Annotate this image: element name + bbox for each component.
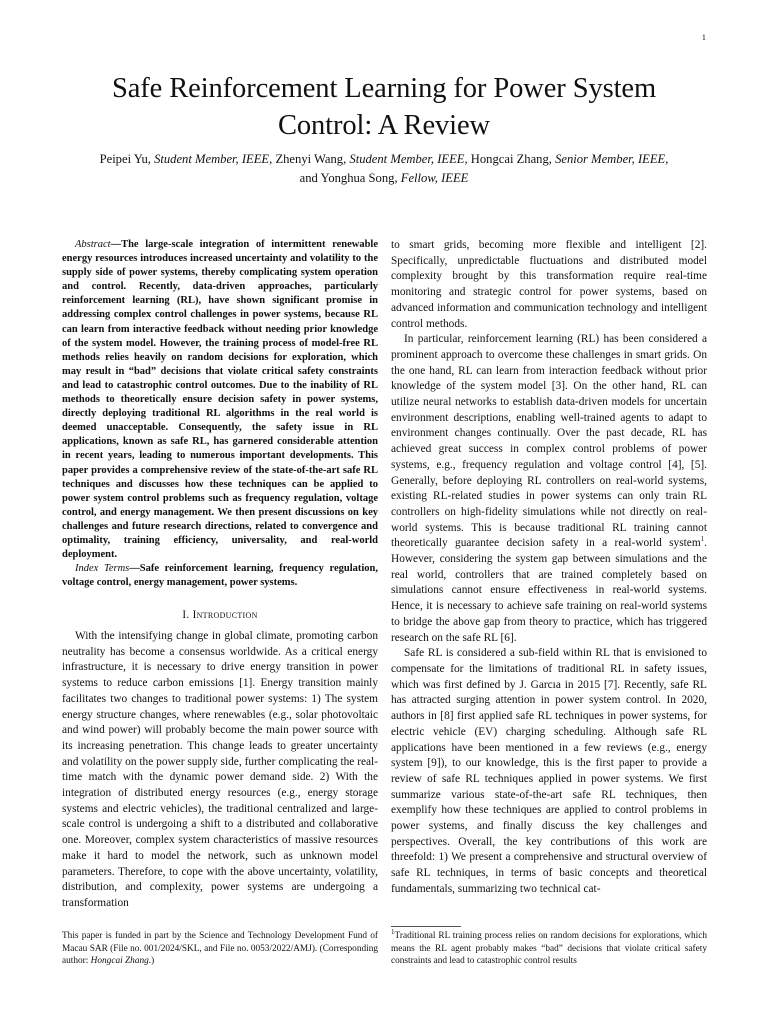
abstract-label: Abstract — [75, 239, 111, 250]
title-line-1: Safe Reinforcement Learning for Power System — [111, 73, 657, 104]
index-terms-label: Index Terms — [75, 563, 130, 575]
left-column — [62, 238, 378, 912]
author-name: Peipei Yu, — [99, 152, 151, 166]
section-title: Introduction — [192, 609, 258, 622]
author-affiliation: Student Member, IEEE, — [154, 152, 273, 166]
funding-footnote — [62, 930, 378, 968]
author-list — [60, 150, 708, 187]
footnote-number: 1 — [391, 927, 395, 936]
author-affiliation: Fellow, IEEE — [400, 170, 469, 185]
funding-text-end: .) — [148, 956, 155, 966]
section-numeral: I. — [182, 609, 190, 622]
index-terms-text: —Safe reinforcement learning, frequency regulation, voltage control, energy management, power systems. — [62, 563, 378, 589]
title-line-2: Control: A Review — [277, 110, 491, 141]
rl-paragraph — [391, 332, 707, 646]
author-affiliation: Senior Member, IEEE, — [555, 152, 669, 166]
author-affiliation: Student Member, IEEE, — [349, 152, 468, 166]
corresponding-author: Hongcai Zhang — [90, 956, 149, 966]
funding-text: This paper is funded in part by the Science and Technology Development Fund of Macau SAR (File no. 001/2024/SKL, and File no. 0053/2022/AMJ). (Corresponding author: — [62, 931, 378, 966]
author-name: and Yonghua Song, — [299, 170, 398, 185]
footnote-1 — [391, 927, 707, 968]
abstract — [62, 238, 378, 562]
section-heading-introduction — [62, 608, 378, 624]
abstract-text: —The large-scale integration of intermittent renewable energy resources introduces increased uncertainty and volatility to the supply side of power systems, thereby complicating system operation and control. Recently, data-driven approaches, particularly reinforcement learning (RL), have shown significant promise in addressing complex control challenges in power systems, because RL can learn from interactive feedback without needing prior knowledge of the system model. However, the training process of model-free RL methods relies heavily on random decisions for exploration, which may result in “bad” decisions that violate critical safety constraints and lead to catastrophic control outcomes. Due to the inability of RL methods to theoretically ensure decision safety in power systems, directly deploying traditional RL algorithms in the real world is deemed unacceptable. Consequently, the safety issue in RL applications, known as safe RL, has garnered considerable attention in recent years, leading to numerous important developments. This paper provides a comprehensive review of the state-of-the-art safe RL techniques and discusses how these techniques can be applied to power system control problems such as frequency regulation, voltage control, and energy management. We then present discussions on key challenges and future research directions, related to convergence and optimality, training efficiency, universality, and real-world deployment. — [62, 239, 378, 561]
author-name: Zhenyi Wang, — [275, 152, 347, 166]
rl-paragraph-text-a: In particular, reinforcement learning (RL) has been considered a prominent approach to overcome these challenges in smart grids. On the one hand, RL can learn from interaction feedback without prior knowledge of the system model [3]. On the other hand, RL can utilize neural networks to establish data-driven models for uncertain environment descriptions, enabling well-trained agents to adapt to environment changes continually. Over the past decade, RL has achieved great success in complex control problems of power systems, e.g., frequency regulation and voltage control [4], [5]. Generally, before deploying RL controllers on real-world systems, existing RL-related studies in power systems can only train RL controllers on high-fidelity simulations while not directly on real-world systems. This is because traditional RL training cannot theoretically guarantee decision safety in a real-world system — [391, 333, 707, 550]
author-name: Hongcai Zhang, — [470, 152, 552, 166]
page-number: 1 — [701, 32, 706, 42]
index-terms — [62, 562, 378, 590]
paper-title — [0, 70, 768, 144]
intro-paragraph: With the intensifying change in global climate, promoting carbon neutrality has become a consensus worldwide. As a critical energy infrastructure, it is necessary to drive energy transition in power systems to reduce carbon emissions [1]. Energy transition mainly facilitates two changes to traditional power systems: 1) The system energy structure changes, where renewables (e.g., solar photovoltaic and wind power) will probably become the main power source with its increasing penetration. This change leads to greater uncertainty and volatility on the power supply side, further complicating the real-time match with the dynamic power demand side. 2) With the integration of distributed energy resources (e.g., energy storage systems and electric vehicles), the traditional centralized and large-scale control is undergoing a shift to a distributed and collaborative one. Moreover, complex system characteristics of massive resources make it hard to model the network, such as unknown model parameters. Therefore, to cope with the above uncertainty, volatility, distribution, and complexity, power systems are undergoing a transformation — [62, 630, 378, 909]
rl-paragraph-text-b: . However, considering the system gap between simulations and the real world, controllers that are trained completely based on simulations cannot ensure effectiveness in real-world systems. Hence, it is necessary to achieve safe training on real-world systems to bridge the above gap from theory to practice, which has triggered research on the safe RL [6]. — [391, 537, 707, 644]
footnote-1-text: Traditional RL training process relies on random decisions for explorations, which means the RL agent probably makes “bad” decisions that violate critical safety constraints and lead to catastrophic control results — [391, 931, 707, 966]
footnote-rule — [391, 926, 461, 927]
safe-rl-paragraph: Safe RL is considered a sub-field within RL that is envisioned to compensate for the limitations of traditional RL in safety issues, which was first defined by J. Garcıa in 2015 [7]. Recently, safe RL has attracted surging attention in power system control. In 2020, authors in [8] first applied safe RL techniques in power systems, for electric vehicle (EV) charging scheduling. Although safe RL applications have been mentioned in a few reviews (e.g., energy system [9]), to our knowledge, this is the first paper to provide a review of safe RL techniques applied in power systems. We first summarize various state-of-the-art safe RL techniques, then exemplify how these techniques are applied to control problems in power systems, and finally discuss the key challenges and perspectives. Overall, the key contributions of this work are threefold: 1) We present a comprehensive and structural overview of safe RL techniques, in terms of basic concepts and theoretical fundamentals, summarizing two technical cat- — [391, 647, 707, 895]
right-column — [391, 238, 707, 898]
footnote-marker[interactable]: 1 — [700, 535, 705, 544]
intro-paragraph-continued: to smart grids, becoming more flexible and intelligent [2]. Specifically, unpredictable fluctuations and distributed model complexity brought by this transformation require real-time monitoring and strategic control for power systems, based on advanced information and communication technology and intelligent control methods. — [391, 239, 707, 330]
